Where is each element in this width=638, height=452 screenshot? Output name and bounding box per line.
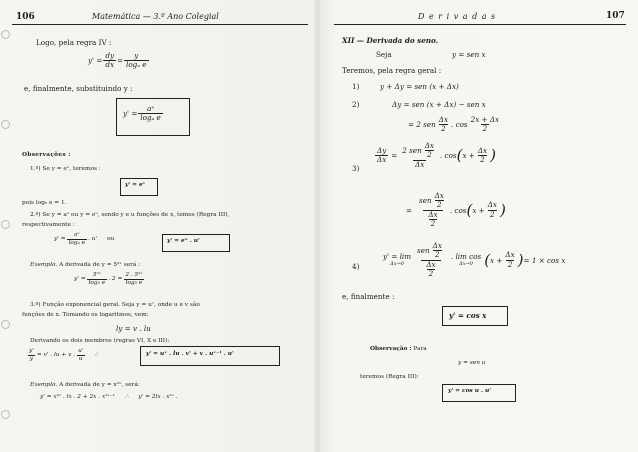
step-1-number: 1): [352, 82, 360, 91]
spiral-hole: [1, 410, 10, 419]
example-2-text: A derivada de y = x²ˣ, será:: [59, 382, 140, 388]
limit-subscript: Δx→0: [390, 261, 404, 268]
open-paren: (: [484, 250, 491, 269]
step3b-cos: . cos: [449, 205, 467, 215]
denominator: 2: [441, 124, 446, 134]
boxed-formula-1: [116, 98, 190, 136]
boxed-result-text: y' = cos x: [449, 311, 487, 320]
numerator: y': [29, 348, 34, 354]
denominator: 2: [434, 250, 440, 260]
log-equation: ly = v . lu: [116, 324, 151, 333]
step4-result: = 1 × cos x: [523, 255, 566, 265]
boxed1-fraction: [138, 105, 162, 123]
step3-num-fraction: [423, 142, 436, 160]
denominator: 2: [482, 124, 488, 134]
page-number: 106: [16, 12, 35, 22]
big-numerator: [415, 242, 447, 260]
book-gutter: [313, 0, 321, 452]
step4-lim-cos: [449, 253, 483, 267]
eq1-lhs: y' =: [88, 56, 103, 66]
eq3-mid: = v' . lu + v .: [36, 352, 76, 359]
eq2-tail: . u': [88, 236, 98, 243]
observations-title: Observações :: [22, 152, 71, 158]
ex2-lhs: y' = x²ˣ . lx . 2 + 2x . x²ˣ⁻¹: [40, 394, 115, 400]
right-page: [318, 0, 638, 452]
ex1-lhs: y' =: [74, 276, 86, 283]
boxed3-text: y' = eᵘ . u': [167, 238, 200, 244]
numerator: Δx: [434, 191, 444, 200]
eq1-fraction-1: [103, 52, 116, 70]
eq1-fraction-2: [124, 52, 148, 70]
denominator: 2: [428, 268, 434, 278]
big-numerator: [417, 192, 449, 210]
section-title-text: XII — Derivada do seno.: [342, 36, 439, 45]
step2b-fraction-1: [437, 116, 450, 134]
denominator: u: [78, 355, 83, 362]
example-1-equation: [74, 272, 146, 286]
example-1-text: A derivada de y = 5²ˣ será :: [59, 262, 141, 268]
big-numerator: [400, 142, 439, 160]
example-2-equation: [40, 394, 177, 400]
open-paren: (: [466, 200, 473, 219]
numerator: aˣ: [147, 104, 154, 113]
step4-mid: . lim cos: [450, 251, 482, 261]
step3-arg-fraction: [476, 147, 489, 165]
numerator: Δy: [377, 145, 387, 155]
step4-fraction-a: [431, 242, 444, 260]
step3b-big-fraction: [417, 192, 449, 228]
denominator: logₐ e: [68, 239, 86, 246]
denominator: dx: [105, 60, 114, 70]
boxed-formula-1-content: [123, 105, 164, 123]
observation-3-line-2: funções de x. Tomando os logaritmos, vem:: [22, 312, 149, 318]
step4-fraction-b: [424, 261, 437, 279]
step-3b-equation: [406, 192, 506, 228]
big-denominator: Δx: [415, 159, 425, 169]
eq3-fraction-1: [27, 348, 36, 362]
numerator: Δx: [428, 209, 438, 219]
step3-equals: =: [391, 150, 398, 160]
equation-2: [54, 232, 114, 246]
numerator: Δx: [424, 141, 434, 150]
observation: [370, 346, 427, 352]
step2b-lhs: = 2 sen: [408, 120, 436, 130]
denominator: y: [29, 355, 34, 362]
step3-cos: . cos: [439, 150, 457, 160]
spiral-hole: [1, 220, 10, 229]
equation-3: [26, 348, 98, 362]
boxed4-text: y' = uᵛ . lu . v' + v . uᵛ⁻¹ . u': [146, 351, 234, 357]
seja-equation: y = sen x: [452, 50, 486, 59]
finally-text: e, finalmente, substituindo y :: [24, 84, 133, 93]
boxed2-text: y' = eˣ: [125, 182, 145, 188]
therefore-symbol: ∴: [94, 352, 99, 359]
open-paren: (: [456, 145, 463, 164]
denominator: 2: [480, 154, 485, 164]
boxed-formula-2: [120, 178, 158, 196]
spiral-hole: [1, 320, 10, 329]
numerator: Δx: [477, 145, 488, 155]
step3-num-top: 2 sen: [402, 145, 422, 155]
eq2-fraction: [67, 232, 88, 246]
observation-label: Observação :: [370, 346, 412, 352]
boxed-observation: [442, 384, 516, 402]
numerator: aᵘ: [73, 232, 80, 238]
eq1-equals: =: [117, 56, 124, 66]
denominator: 2: [427, 150, 432, 160]
page-number: 107: [606, 11, 625, 21]
equation-1: [88, 52, 150, 70]
step3-arg-x: x +: [462, 150, 475, 160]
step3b-fraction-a: [433, 192, 446, 210]
numerator: Δx: [426, 259, 436, 269]
step4-arg-fraction: [503, 251, 516, 269]
denominator: 2: [436, 200, 442, 210]
numerator: Δx: [432, 241, 442, 250]
boxed-result: [442, 306, 508, 326]
numerator: u': [78, 348, 84, 354]
example-1-label: Exemplo.: [30, 262, 58, 268]
boxed-observation-text: y' = cos u . u': [448, 388, 491, 394]
big-denominator: [423, 210, 442, 229]
observation-3-line-1: 3.º) Função exponencial geral. Seja y = uᵛ, onde u e v são: [30, 302, 200, 308]
step3-lhs-fraction: [375, 147, 388, 165]
running-head: D e r i v a d a s: [418, 12, 497, 21]
denominator: Δx: [377, 154, 387, 164]
numerator: Δx: [505, 250, 515, 260]
step3b-fraction-b: [426, 211, 439, 229]
numerator: dy: [105, 51, 115, 60]
ex1-mid: . 2 =: [108, 276, 123, 283]
close-paren: ): [517, 250, 524, 269]
step-3-equation: [374, 142, 496, 169]
step3-big-fraction: [400, 142, 439, 169]
intro-text: Logo, pela regra IV :: [36, 38, 112, 47]
observation-2-line-2: respectivamente :: [22, 222, 75, 228]
derivation-text: Derivando os dois membros (regras VI, X e III):: [30, 338, 170, 344]
ex1-fraction-2: [123, 272, 144, 286]
numerator: 2 . 5²ˣ: [125, 272, 143, 278]
spiral-hole: [1, 30, 10, 39]
numerator: 2x + Δx: [470, 115, 500, 124]
limit-subscript: Δx→0: [459, 261, 473, 268]
step4-lhs: y' = lim: [383, 251, 412, 261]
left-page: [0, 0, 318, 452]
boxed-formula-4: [140, 346, 280, 366]
observation-1: 1.º) Se y = eˣ, teremos :: [30, 166, 101, 172]
numerator: y: [134, 51, 139, 60]
step-2b-equation: [408, 116, 502, 134]
step4-arg-x: x +: [490, 255, 503, 265]
step3b-arg-x: x +: [472, 205, 485, 215]
step-3-number: 3): [352, 164, 360, 173]
observation-equation: y = sen u: [458, 360, 486, 366]
example-2: [30, 382, 140, 388]
teremos-regra-text: teremos (Regra III):: [360, 374, 419, 380]
pois-text: pois logₑ e = 1.: [22, 200, 67, 206]
eq2-ou: ou: [107, 236, 115, 243]
denominator: 2: [430, 218, 436, 228]
seja-label: Seja: [376, 50, 392, 59]
step4-sen: sen: [417, 245, 430, 255]
finally-text: e, finalmente :: [342, 292, 395, 301]
step-1-equation: y + Δy = sen (x + Δx): [380, 82, 459, 91]
step3b-arg-fraction: [486, 201, 499, 219]
step-2-number: 2): [352, 100, 360, 109]
step-4-number: 4): [352, 262, 360, 271]
teremos-text: Teremos, pela regra geral :: [342, 66, 442, 75]
ex1-fraction-1: [87, 272, 108, 286]
running-head: Matemática — 3.º Ano Colegial: [92, 12, 219, 21]
step2b-cos: . cos: [451, 120, 468, 130]
step-2-equation: Δy = sen (x + Δx) − sen x: [392, 100, 486, 109]
step2b-fraction-2: [469, 116, 501, 134]
therefore-symbol: ∴: [124, 394, 129, 400]
boxed-formula-3: [162, 234, 230, 252]
numerator: Δx: [487, 200, 497, 210]
header-rule: [12, 24, 308, 25]
denominator: log₅ e: [88, 279, 106, 286]
close-paren: ): [490, 145, 496, 164]
boxed1-lhs: y' =: [123, 109, 138, 119]
eq3-fraction-2: [76, 348, 85, 362]
denominator: 2: [507, 259, 513, 269]
denominator: 2: [490, 209, 495, 219]
step3b-equals: =: [406, 205, 413, 215]
step-4-equation: [380, 242, 565, 278]
close-paren: ): [499, 200, 506, 219]
numerator: Δx: [438, 115, 448, 124]
denominator: logₐ e: [140, 113, 161, 123]
example-1: [30, 262, 140, 268]
big-denominator: [421, 260, 440, 279]
step3b-sen: sen: [419, 195, 432, 205]
spiral-hole: [1, 120, 10, 129]
numerator: 5²ˣ: [92, 272, 101, 278]
example-2-label: Exemplo.: [30, 382, 58, 388]
step4-lim: [381, 253, 413, 267]
denominator: log₅ e: [125, 279, 143, 286]
observation-para: Para: [413, 346, 427, 352]
header-rule: [334, 24, 626, 25]
section-title: [342, 36, 438, 45]
observation-2-line-1: 2.º) Se y = aᵘ ou y = eᵘ, sendo y e u funções de x, temos (Regra III),: [30, 212, 230, 218]
denominator: logₐ e: [126, 60, 147, 70]
eq2-lhs: y' =: [54, 236, 66, 243]
ex2-rhs: y' = 2lx . x²ˣ .: [138, 394, 178, 400]
step4-big-fraction: [415, 242, 447, 278]
